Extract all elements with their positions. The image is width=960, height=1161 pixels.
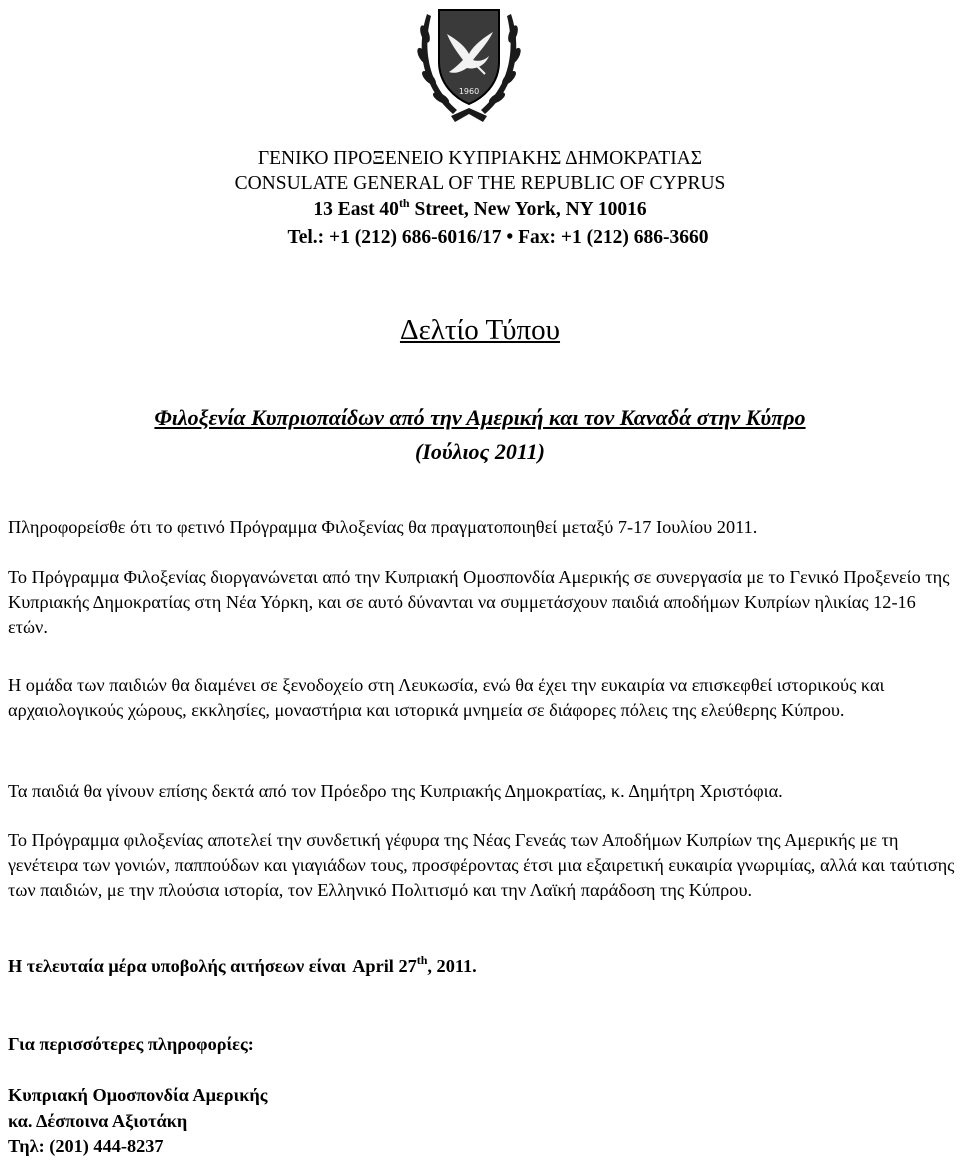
phone-label: Tel.:	[287, 227, 325, 248]
contact-organization: Κυπριακή Ομοσπονδία Αμερικής	[8, 1085, 268, 1105]
intro-paragraph: Πληροφορείσθε ότι το φετινό Πρόγραμμα Φιλοξενίας θα πραγματοποιηθεί μεταξύ 7-17 Ιουλίου 2011.	[8, 517, 758, 537]
body-paragraph: Η ομάδα των παιδιών θα διαμένει σε ξενοδοχείο στη Λευκωσία, ενώ θα έχει την ευκαιρία να επισκεφθεί ιστορικούς και αρχαιολογικούς χώρους, εκκλησίες, μοναστήρια και ιστορικά μνημεία σε διάφορες πόλεις της ελεύθερης Κύπρου.	[8, 675, 885, 720]
consulate-phone-fax	[0, 226, 960, 250]
document-subtitle	[0, 404, 960, 465]
more-info-heading: Για περισσότερες πληροφορίες:	[8, 1034, 254, 1054]
subtitle-line-2: (Ιούλιος 2011)	[415, 439, 545, 464]
contact-phone: Τηλ: (201) 444-8237	[8, 1136, 164, 1156]
deadline-ordinal: th	[416, 952, 428, 967]
application-deadline	[8, 954, 958, 979]
address-ordinal: th	[398, 195, 410, 210]
contact-block	[8, 1083, 267, 1160]
consulate-name-english: CONSULATE GENERAL OF THE REPUBLIC OF CYPRUS	[234, 173, 726, 194]
body-paragraph: Το Πρόγραμμα Φιλοξενίας διοργανώνεται από την Κυπριακή Ομοσπονδία Αμερικής σε συνεργασία με το Γενικό Προξενείο της Κυπριακής Δημοκρατίας στη Νέα Υόρκη, και σε αυτό δύνανται να συμμετάσχουν παιδιά αποδήμων Κυπρίων ηλικίας 12-16 ετών.	[8, 567, 950, 637]
deadline-year: , 2011.	[427, 956, 477, 976]
deadline-label: Η τελευταία μέρα υποβολής αιτήσεων είναι	[8, 956, 347, 976]
phone-numbers: +1 (212) 686-6016/17 • Fax: +1 (212) 686-3660	[324, 227, 709, 248]
contact-person: κα. Δέσποινα Αξιοτάκη	[8, 1110, 188, 1131]
body-paragraph: Το Πρόγραμμα φιλοξενίας αποτελεί την συνδετική γέφυρα της Νέας Γενεάς των Αποδήμων Κυπρίων της Αμερικής με τη γενέτειρα των γονιών, παππούδων και γιαγιάδων τους, προσφέροντας έτσι μια εξαιρετική ευκαιρία γνωριμίας, αλλά και ταύτισης των παιδιών, με την πλούσια ιστορία, τον Ελληνικό Πολιτισμό και την Λαϊκή παράδοση της Κύπρου.	[8, 830, 955, 900]
emblem-year: 1960	[458, 87, 480, 96]
address-number: 13 East 40	[313, 199, 399, 220]
consulate-address	[0, 195, 960, 222]
body-paragraph: Τα παιδιά θα γίνουν επίσης δεκτά από τον Πρόεδρο της Κυπριακής Δημοκρατίας, κ. Δημήτρη Χριστόφια.	[8, 781, 783, 801]
coat-of-arms-emblem	[413, 4, 525, 126]
address-street: Street, New York, NY 10016	[409, 199, 647, 220]
consulate-name-greek: ΓΕΝΙΚΟ ΠΡΟΞΕΝΕΙΟ ΚΥΠΡΙΑΚΗΣ ΔΗΜΟΚΡΑΤΙΑΣ	[257, 148, 703, 169]
page-title: Δελτίο Τύπου	[399, 314, 561, 346]
subtitle-line-1: Φιλοξενία Κυπριοπαίδων από την Αμερική και τον Καναδά στην Κύπρο	[154, 405, 806, 430]
deadline-date: April 27	[352, 956, 417, 976]
